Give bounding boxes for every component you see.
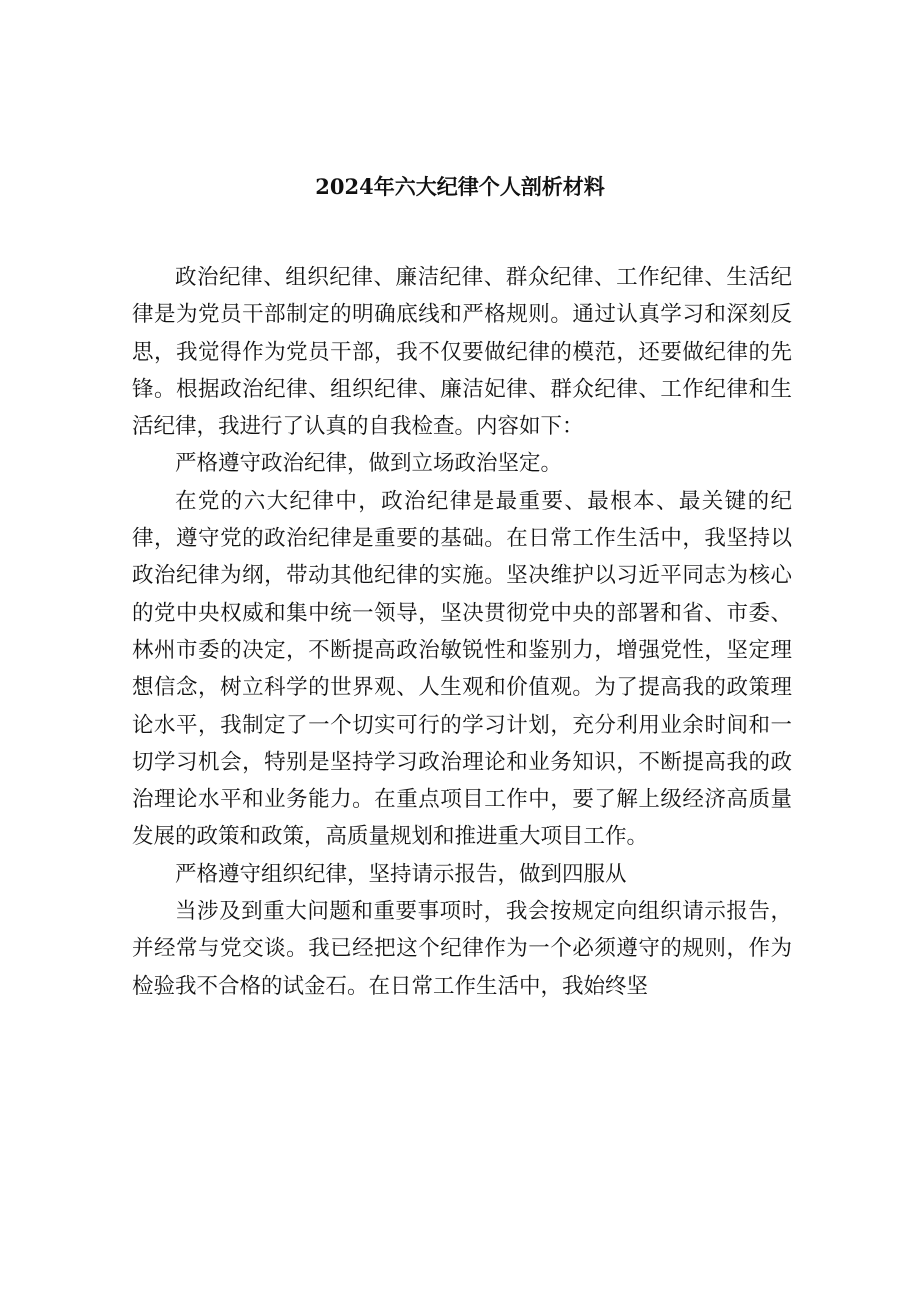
section-heading-organizational-discipline: 严格遵守组织纪律，坚持请示报告，做到四服从 [175,861,627,887]
paragraph-organizational-discipline: 当涉及到重大问题和重要事项时，我会按规定向组织请示报告，并经常与党交谈。我已经把这个纪律作为一个必须遵守的规则，作为检验我不合格的试金石。在日常工作生活中，我始终坚 [132,899,792,999]
document-title: 2024年六大纪律个人剖析材料 [315,174,605,199]
paragraph-intro: 政治纪律、组织纪律、廉洁纪律、群众纪律、工作纪律、生活纪律是为党员干部制定的明确底线和严格规则。通过认真学习和深刻反思，我觉得作为党员干部，我不仅要做纪律的模范，还要做纪律的先锋。根据政治纪律、组织纪律、廉洁妃律、群众纪律、工作纪律和生活纪律，我进行了认真的自我检查。内容如下： [132,265,792,440]
paragraph-political-discipline: 在党的六大纪律中，政治纪律是最重要、最根本、最关键的纪律，遵守党的政治纪律是重要的基础。在日常工作生活中，我坚持以政治纪律为纲，带动其他纪律的实施。坚决维护以习近平同志为核心的党中央权威和集中统一领导，坚决贯彻党中央的部署和省、市委、林州市委的决定，不断提高政治敏锐性和鉴别力，增强党性，坚定理想信念，树立科学的世界观、人生观和价值观。为了提高我的政策理论水平，我制定了一个切实可行的学习计划，充分利用业余时间和一切学习机会，特别是坚持学习政治理论和业务知识，不断提高我的政治理论水平和业务能力。在重点项目工作中，要了解上级经济高质量发展的政策和政策，高质量规划和推进重大项目工作。 [132,488,792,850]
section-heading-political-discipline: 严格遵守政治纪律，做到立场政治坚定。 [175,451,563,477]
document-body [132,259,792,1005]
